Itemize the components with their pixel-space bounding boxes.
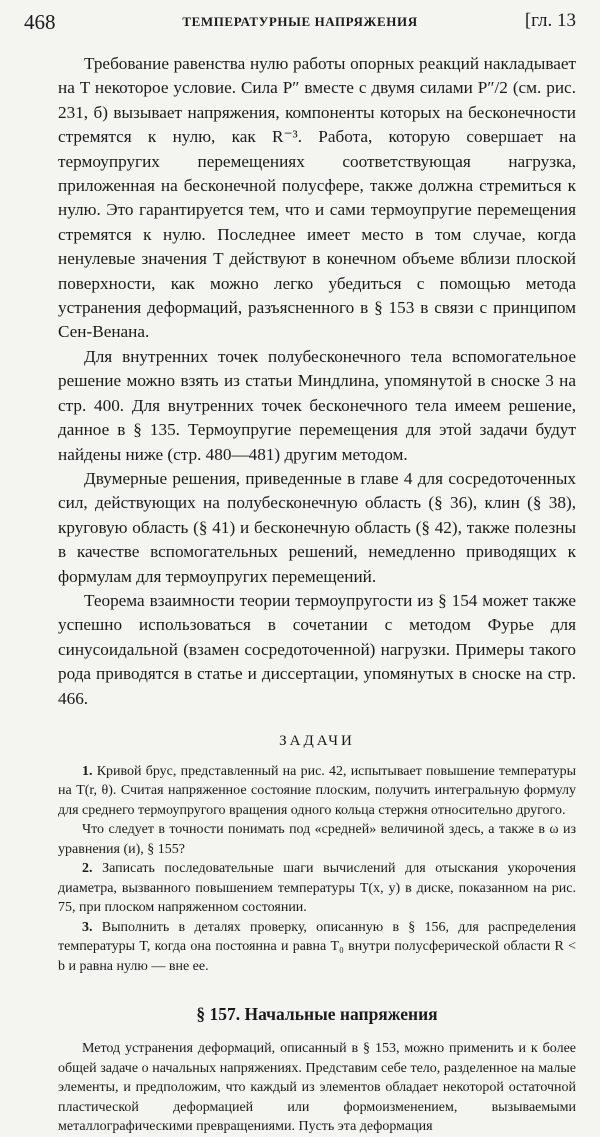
problems-list	[58, 762, 576, 977]
main-text	[58, 52, 576, 711]
problem-text: Записать последовательные шаги вычислений для отыскания укорочения диаметра, вызванного повышением температуры T(x, y) в диске, показанном на рис. 75, при плоском напряженном состоянии.	[58, 861, 576, 916]
section-text	[58, 1039, 576, 1137]
paragraph: Теорема взаимности теории термоупругости из § 154 может также успешно использоваться в сочетании с методом Фурье для синусоидальной (взамен сосредоточенной) нагрузки. Примеры такого рода приводятся в статье и диссертации, упомянутых в сноске на стр. 466.	[58, 590, 576, 708]
paragraph: Для внутренних точек полубесконечного тела вспомогательное решение можно взять из статьи Миндлина, упомянутой в сноске 3 на стр. 400. Для внутренних точек бесконечного тела имеем решение, данное в § 135. Термоупругие перемещения для этой задачи будут найдены ниже (стр. 480—481) другим методом.	[58, 346, 576, 464]
problem-item	[58, 762, 576, 821]
problem-number: 1.	[82, 763, 93, 779]
page-number: 468	[24, 10, 56, 34]
chapter-marker: [гл. 13	[524, 10, 576, 31]
running-header	[24, 6, 576, 36]
problems-heading: ЗАДАЧИ	[279, 732, 355, 749]
problem-item	[58, 820, 576, 859]
paragraph: Требование равенства нулю работы опорных реакций накладывает на T некоторое условие. Сила P″ вместе с двумя силами P″/2 (см. рис. 231, б) вызывает напряжения, компоненты которых на бесконечности стремятся к нулю, как R⁻³. Работа, которую совершает на термоупругих перемещениях соответствующая нагрузка, приложенная на бесконечной полусфере, также должна стремиться к нулю. Это гарантируется тем, что и сами термоупругие перемещения стремятся к нулю. Последнее имеет место в том случае, когда ненулевые значения T действуют в конечном объеме вблизи плоской поверхности, как можно легко убедиться с помощью метода устранения деформаций, разъясненного в § 153 в связи с принципом Сен-Венана.	[58, 54, 576, 342]
problem-text: Что следует в точности понимать под «средней» величиной здесь, а также в ω из уравнения (и), § 155?	[58, 822, 576, 857]
problem-number: 2.	[82, 861, 93, 877]
paragraph: Двумерные решения, приведенные в главе 4 для сосредоточенных сил, действующих на полубесконечную область (§ 36), клин (§ 38), круговую область (§ 41) и бесконечную область (§ 42), также полезны в качестве вспомогательных решений, немедленно приводящих к формулам для термоупругих перемещений.	[58, 468, 576, 586]
problem-item	[58, 859, 576, 918]
page-body	[58, 52, 576, 1137]
problem-text: Кривой брус, представленный на рис. 42, испытывает повышение температуры на T(r, θ). Считая напряженное состояние плоским, получить интегральную формулу для среднего термоупругого вращения одного кольца стержня относительно другого.	[58, 763, 576, 818]
problem-text: Выполнить в деталях проверку, описанную в § 156, для распределения температуры T, когда она постоянна и равна T₀ внутри полусферической области R < b и равна нулю — вне ее.	[58, 919, 576, 974]
problem-number: 3.	[82, 919, 93, 935]
problem-item	[58, 918, 576, 977]
section-heading: § 157. Начальные напряжения	[196, 1004, 438, 1025]
running-title: ТЕМПЕРАТУРНЫЕ НАПРЯЖЕНИЯ	[182, 14, 418, 29]
paragraph: Метод устранения деформаций, описанный в § 153, можно применить и к более общей задаче о начальных напряжениях. Представим себе тело, разделенное на малые элементы, и предположим, что каждый из элементов обладает некоторой остаточной пластической деформацией или формоизменением, вызываемыми металлографическими превращениями. Пусть эта деформация	[58, 1041, 576, 1135]
